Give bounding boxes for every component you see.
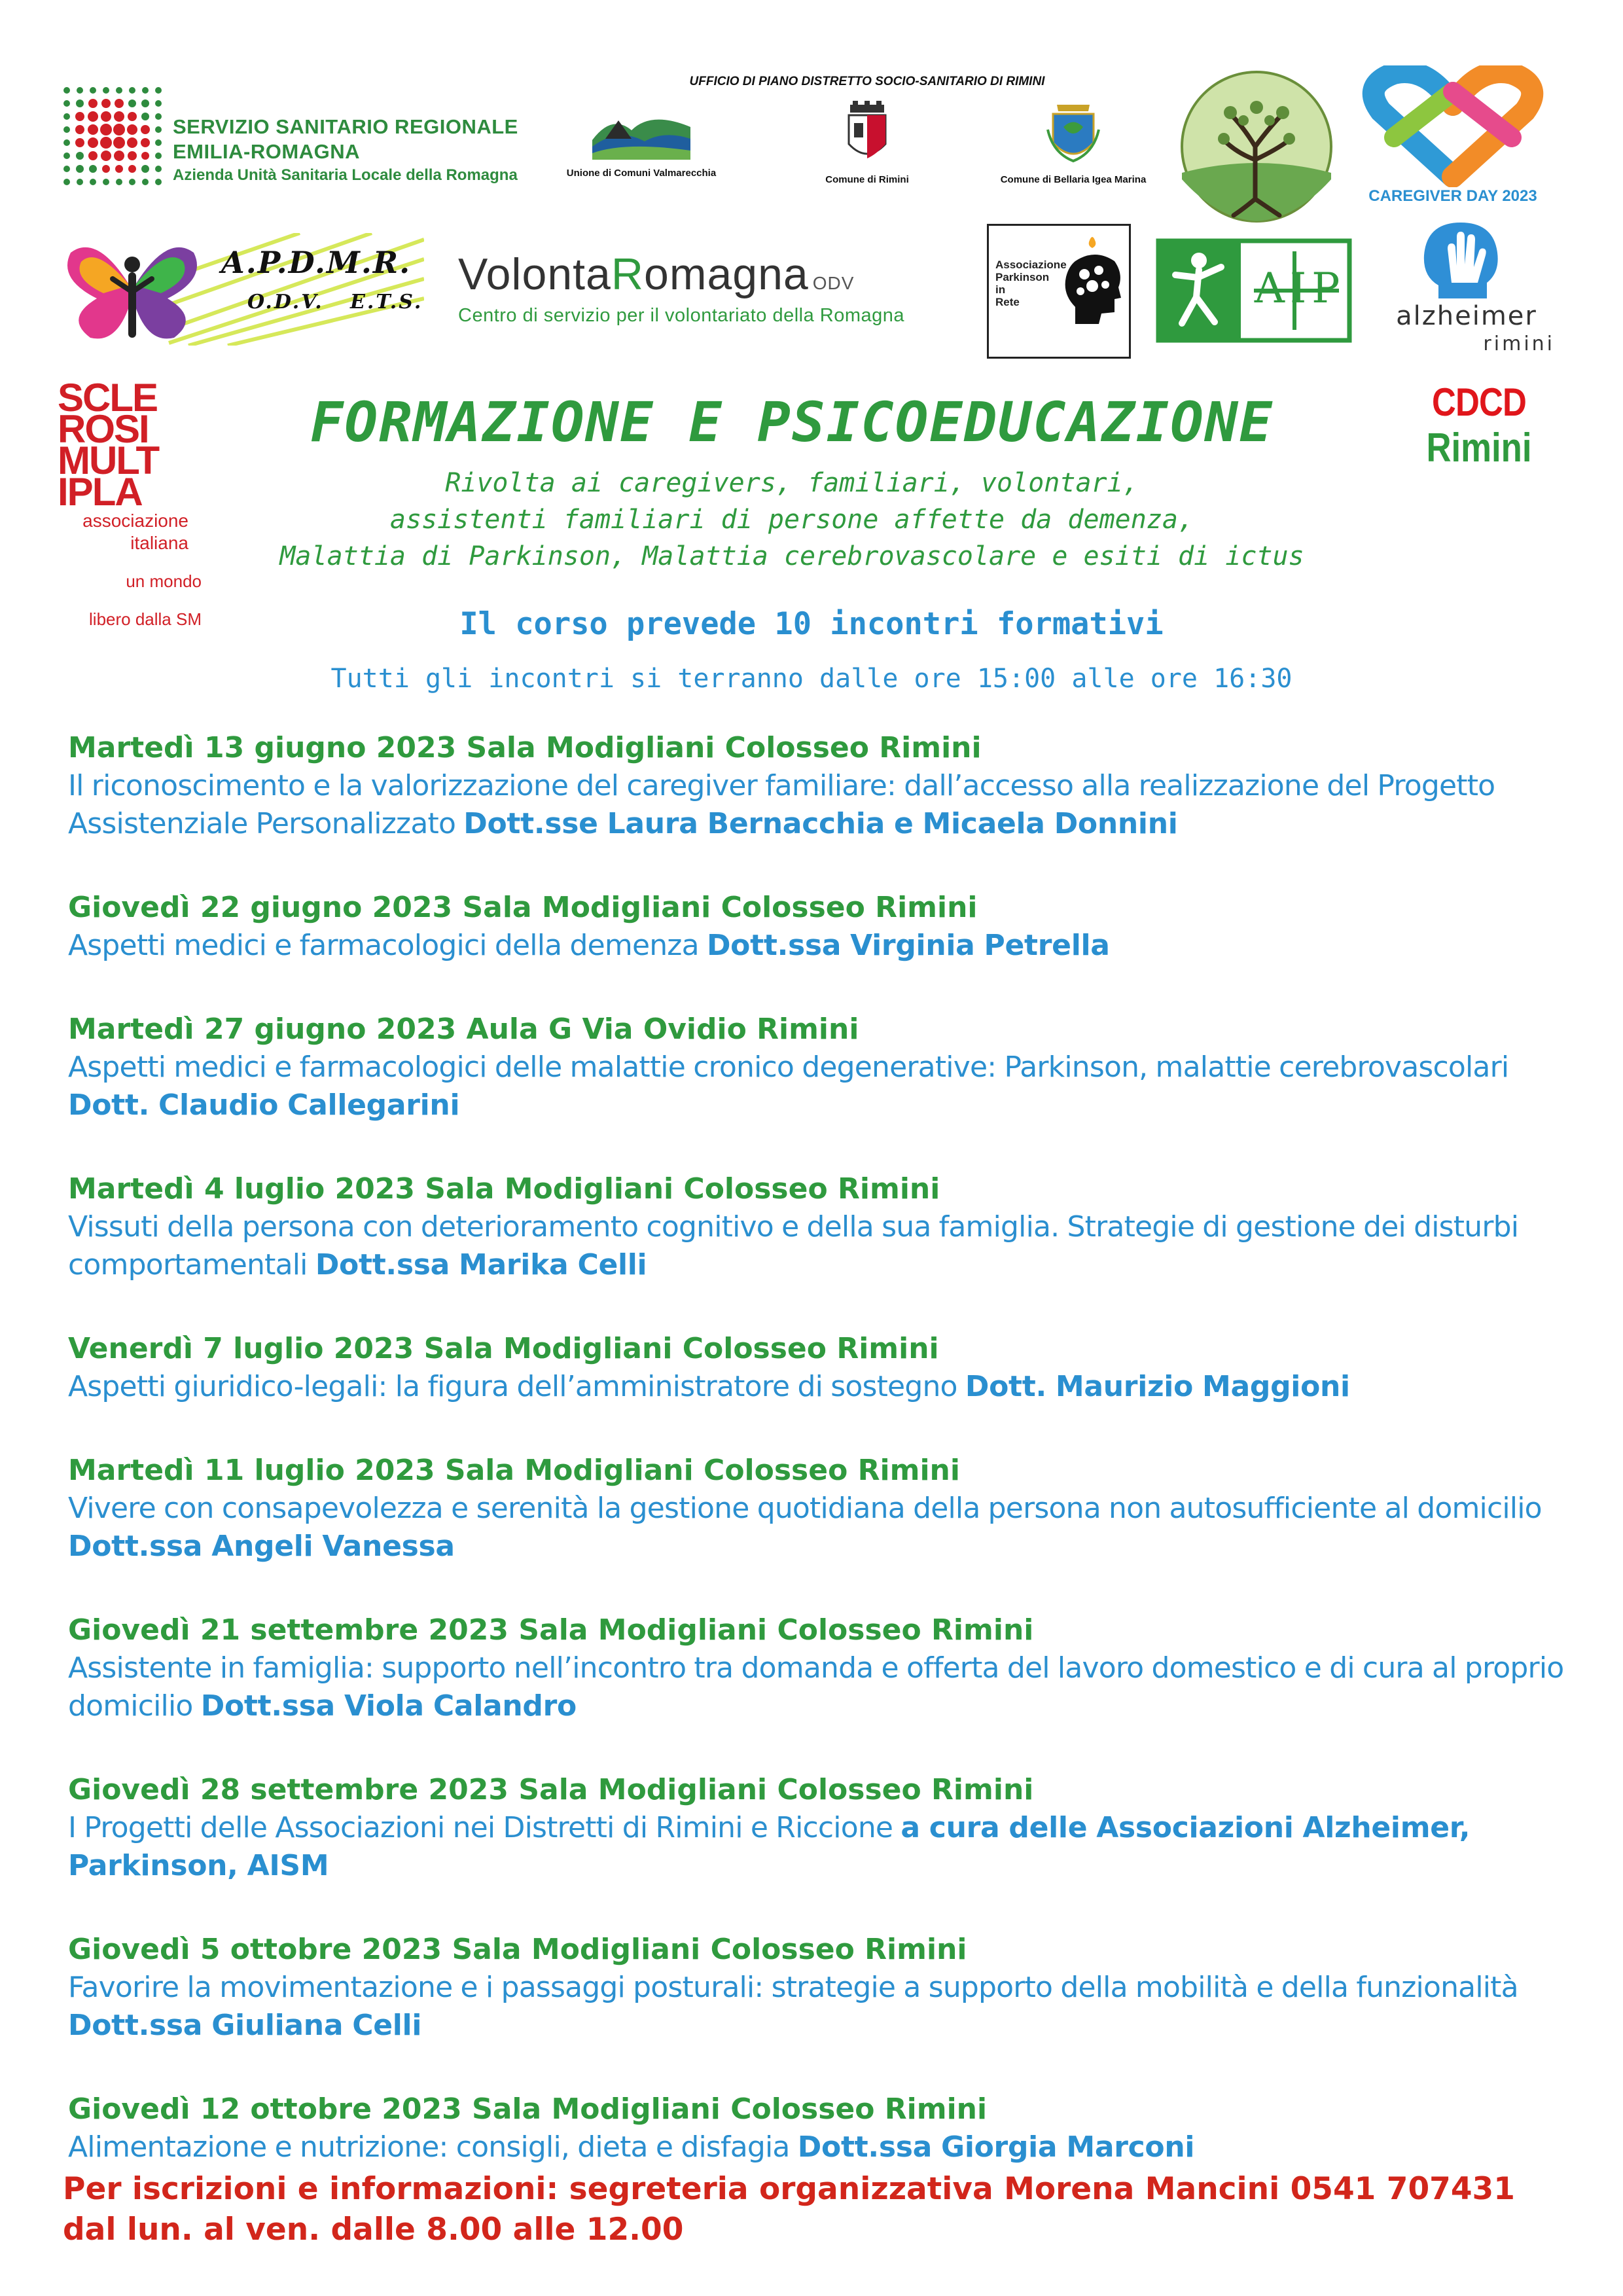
session-speaker: Dott. Maurizio Maggioni [965,1370,1350,1403]
session-speaker: Dott.ssa Angeli Vanessa [68,1530,455,1563]
head-gears-icon [1056,235,1128,327]
apdmr-sub: O.D.V. E.T.S. [247,291,423,314]
session-topic: Aspetti medici e farmacologici della demenza [68,929,699,962]
session-topic: Favorire la movimentazione e i passaggi posturali: strategie a supporto della mobilità e della funzionalità [68,1971,1518,2004]
caregiver-heart-icon [1355,65,1551,187]
session-speaker: a cura delle Associazioni Alzheimer, Parkinson, AISM [68,1811,1471,1882]
session-date: Martedì 27 giugno 2023 Aula G Via Ovidio Rimini [68,1013,859,1046]
volonta-name-part3: omagna [644,249,809,299]
aism-word-1: SCLE [58,376,158,420]
aip-logo [1156,238,1352,343]
page-title: FORMAZIONE E PSICOEDUCAZIONE [310,390,1274,454]
session-topic: Aspetti medici e farmacologici delle malattie cronico degenerative: Parkinson, malattie cerebrovascolari [68,1050,1509,1084]
parkinson-line-2: Parkinson [995,271,1050,283]
registration-info: Per iscrizioni e informazioni: segreteria organizzativa Morena Mancini 0541 707431 dal lun. al ven. dalle 8.00 alle 12.00 [63,2171,1515,2248]
session-speaker: Dott.ssa Virginia Petrella [706,929,1110,962]
session-topic: Alimentazione e nutrizione: consigli, dieta e disfagia [68,2130,790,2164]
parkinson-line-4: Rete [995,296,1020,308]
session-date: Giovedì 28 settembre 2023 Sala Modigliani Colosseo Rimini [68,1773,1034,1806]
session-date: Martedì 4 luglio 2023 Sala Modigliani Colosseo Rimini [68,1172,940,1206]
alzheimer-line-2: rimini [1483,332,1555,355]
alzheimer-rimini-logo [1372,220,1561,357]
session-speaker: Dott.ssa Giuliana Celli [68,2009,422,2042]
emblem-caption-bellaria: Comune di Bellaria Igea Marina [1000,174,1147,185]
parkinson-line-3: in [995,283,1006,296]
course-info: Il corso prevede 10 incontri formativi [459,606,1164,642]
apdmr-logo [58,233,424,346]
rimini-coat-of-arms-icon [841,101,893,166]
alzheimer-line-1: alzheimer [1396,301,1537,331]
aism-word-4: IPLA [58,470,142,514]
emblem-valmarecchia [556,101,726,179]
session-item [68,1452,1573,1566]
ssr-line-3: Azienda Unità Sanitaria Locale della Romagna [173,166,518,184]
ssr-dots-icon [60,84,165,188]
session-item [68,2090,1573,2166]
cdcd-rimini-mark [1381,380,1577,471]
sessions-list [68,729,1573,2212]
hand-head-icon [1419,220,1504,301]
apdmr-name: A.P.D.M.R. [221,245,412,280]
volonta-name-part1: Volonta [458,249,611,299]
emblem-rimini [782,101,952,185]
volonta-sub: Centro di servizio per il volontariato della Romagna [458,305,905,326]
session-date: Giovedì 12 ottobre 2023 Sala Modigliani Colosseo Rimini [68,2092,988,2126]
session-speaker: Dott.ssa Marika Celli [315,1248,647,1282]
session-item [68,1931,1573,2045]
aism-word-2: ROSI [58,407,149,451]
parkinson-line-1: Associazione [995,259,1067,271]
session-topic: Vissuti della persona con deterioramento cognitivo e della sua famiglia. Strategie di gestione dei disturbi comportamentali [68,1210,1519,1282]
volonta-name-part2: R [611,249,644,299]
ssr-line-2: EMILIA-ROMAGNA [173,140,360,163]
emblem-caption-valmarecchia: Unione di Comuni Valmarecchia [566,168,717,179]
tree-icon [1178,68,1335,225]
session-item [68,729,1573,843]
session-date: Giovedì 5 ottobre 2023 Sala Modigliani Colosseo Rimini [68,1933,967,1966]
aism-italiana: italiana [130,533,188,553]
session-date: Martedì 13 giugno 2023 Sala Modigliani Colosseo Rimini [68,731,982,764]
ufficio-di-piano-block [556,75,1178,199]
session-item [68,1011,1573,1124]
session-speaker: Dott. Claudio Callegarini [68,1088,460,1122]
session-item [68,1771,1573,1885]
cdcd-line-2: Rimini [1426,425,1532,471]
session-topic: Il riconoscimento e la valorizzazione del caregiver familiare: dall’accesso alla realizzazione del Progetto Assistenziale Personalizzato [68,769,1495,840]
volonta-odv: ODV [812,273,855,293]
ssr-line-1: SERVIZIO SANITARIO REGIONALE [173,115,518,138]
session-item [68,1330,1573,1406]
session-topic: Aspetti giuridico-legali: la figura dell’amministratore di sostegno [68,1370,957,1403]
subtitle-line-3: Malattia di Parkinson, Malattia cerebrovascolare e esiti di ictus [279,541,1304,571]
subtitle-line-1: Rivolta ai caregivers, familiari, volontari, [445,468,1139,498]
session-speaker: Dott.ssa Giorgia Marconi [797,2130,1195,2164]
volontaromagna-logo [458,249,975,340]
cdcd-line-1: CDCD [1432,380,1526,424]
subtitle [216,465,1368,575]
caregiver-day-caption: CAREGIVER DAY 2023 [1368,187,1537,205]
session-date: Venerdì 7 luglio 2023 Sala Modigliani Colosseo Rimini [68,1332,939,1365]
parkinson-in-rete-logo [987,224,1131,359]
session-speaker: Dott.ssa Viola Calandro [200,1689,577,1723]
bellaria-coat-of-arms-icon [1044,101,1103,166]
schedule-info: Tutti gli incontri si terranno dalle ore 15:00 alle ore 16:30 [330,664,1293,694]
aism-logo [58,376,215,629]
ufficio-heading: UFFICIO DI PIANO DISTRETTO SOCIO-SANITARIO DI RIMINI [689,75,1045,88]
caregiver-day-logo [1355,65,1551,216]
aism-mondo-1: un mondo [126,571,202,591]
subtitle-line-2: assistenti familiari di persone affette da demenza, [389,505,1194,535]
tree-circle-logo [1178,68,1335,225]
session-topic: Assistente in famiglia: supporto nell’incontro tra domanda e offerta del lavoro domestico e di cura al proprio domicilio [68,1651,1564,1723]
session-date: Martedì 11 luglio 2023 Sala Modigliani Colosseo Rimini [68,1454,960,1487]
emblem-caption-rimini: Comune di Rimini [825,174,909,185]
session-item [68,889,1573,965]
session-speaker: Dott.sse Laura Bernacchia e Micaela Donnini [463,807,1178,840]
valmarecchia-hills-icon [592,101,690,160]
aism-mondo-2: libero dalla SM [89,609,202,629]
aism-associazione: associazione [82,511,188,531]
session-topic: I Progetti delle Associazioni nei Distretti di Rimini e Riccione [68,1811,893,1844]
aism-word-3: MULT [58,439,159,482]
aip-text: AIP [1254,264,1346,313]
session-item [68,1170,1573,1284]
emblem-bellaria [988,101,1158,185]
session-date: Giovedì 21 settembre 2023 Sala Modigliani Colosseo Rimini [68,1613,1034,1647]
session-item [68,1611,1573,1725]
session-date: Giovedì 22 giugno 2023 Sala Modigliani Colosseo Rimini [68,891,978,924]
ssr-emilia-romagna-logo [60,84,531,188]
session-topic: Vivere con consapevolezza e serenità la gestione quotidiana della persona non autosufficiente al domicilio [68,1492,1542,1525]
